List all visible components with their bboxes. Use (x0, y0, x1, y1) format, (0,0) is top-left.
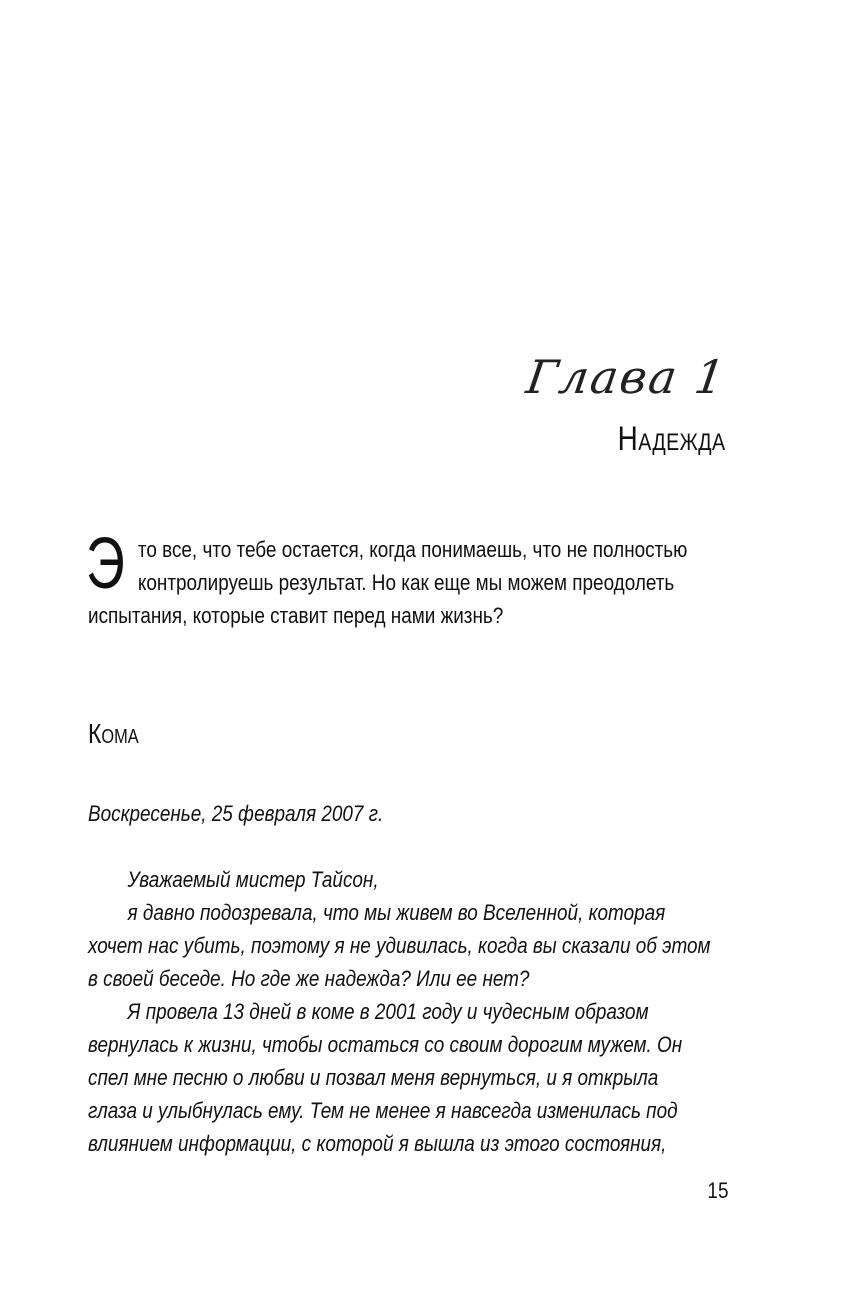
intro-line: испытания, которые ставит перед нами жизнь? (88, 603, 504, 628)
section-heading: Кома (88, 718, 139, 749)
letter-line: я давно подозревала, что мы живем во Вселенной, которая (127, 900, 666, 925)
chapter-intro (88, 533, 728, 632)
intro-line: то все, что тебе остается, когда понимаешь, что не полностью (137, 537, 688, 562)
chapter-label: Глава 1 (522, 350, 730, 404)
spacer (88, 830, 728, 863)
letter-line: в своей беседе. Но где же надежда? Или ее нет? (88, 966, 530, 991)
letter-line: хочет нас убить, поэтому я не удивилась, когда вы сказали об этом (88, 933, 711, 958)
letter-date: Воскресенье, 25 февраля 2007 г. (88, 801, 384, 826)
chapter-title: Надежда (618, 420, 726, 458)
letter-line: вернулась к жизни, чтобы остаться со своим дорогим мужем. Он (88, 1032, 683, 1057)
letter-line: Я провела 13 дней в коме в 2001 году и чудесным образом (127, 999, 649, 1024)
letter-line: спел мне песню о любви и позвал меня вернуться, и я открыла (88, 1065, 659, 1090)
letter-body (88, 797, 728, 1160)
intro-line: контролируешь результат. Но как еще мы можем преодолеть (137, 570, 675, 595)
drop-cap: Э (86, 524, 125, 604)
letter-line: влиянием информации, с которой я вышла из этого состояния, (88, 1131, 667, 1156)
letter-salutation: Уважаемый мистер Тайсон, (127, 867, 379, 892)
letter-line: глаза и улыбнулась ему. Тем не менее я навсегда изменилась под (88, 1098, 678, 1123)
page-number: 15 (706, 1178, 728, 1203)
